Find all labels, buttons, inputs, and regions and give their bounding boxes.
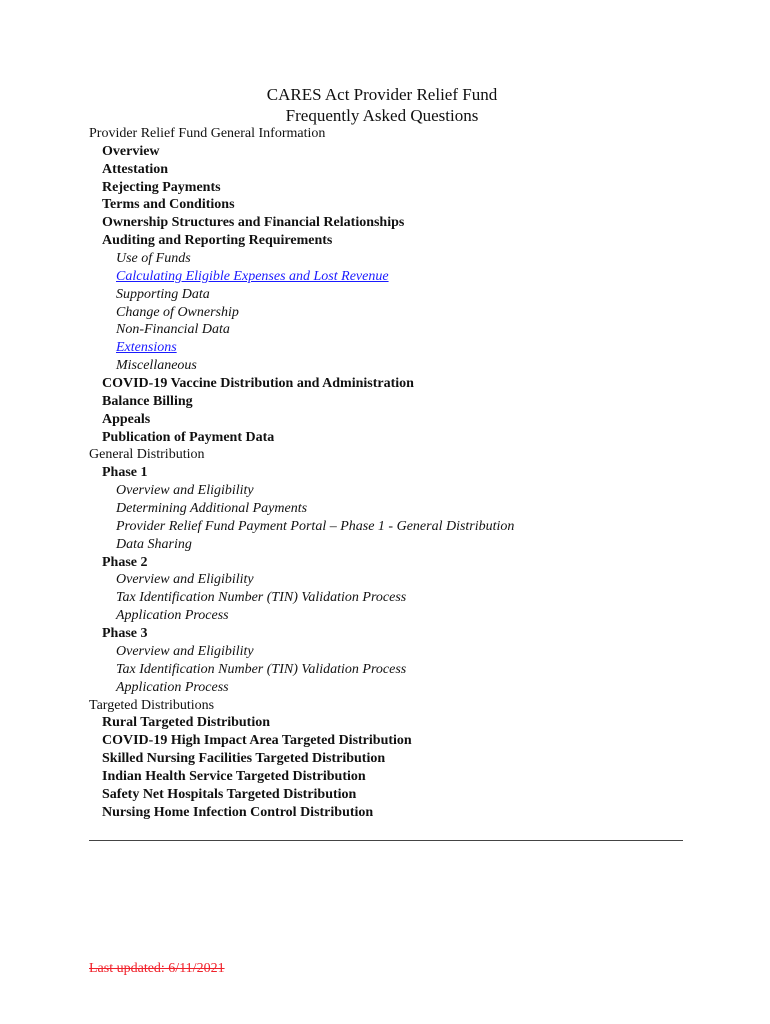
toc-label: Application Process bbox=[116, 679, 229, 695]
toc-subtopic bbox=[89, 482, 514, 500]
toc-label: Tax Identification Number (TIN) Validation Process bbox=[116, 661, 407, 677]
toc-label: Targeted Distributions bbox=[89, 697, 215, 713]
toc-label: Provider Relief Fund Payment Portal – Phase 1 - General Distribution bbox=[116, 518, 515, 534]
toc-subtopic[interactable] bbox=[89, 268, 514, 286]
toc-label: Non-Financial Data bbox=[116, 322, 230, 338]
toc-label: Provider Relief Fund General Information bbox=[89, 126, 326, 141]
toc-label: Data Sharing bbox=[116, 536, 192, 552]
last-updated-text: Last updated: 6/11/2021 bbox=[89, 961, 225, 976]
toc-topic bbox=[89, 554, 514, 572]
toc-topic bbox=[89, 196, 514, 214]
toc-topic bbox=[89, 429, 514, 447]
toc-subtopic bbox=[89, 250, 514, 268]
toc-subtopic bbox=[89, 571, 514, 589]
toc-topic bbox=[89, 411, 514, 429]
toc-link[interactable]: Calculating Eligible Expenses and Lost Revenue bbox=[116, 268, 389, 284]
toc-label: Appeals bbox=[102, 411, 151, 427]
toc-subtopic bbox=[89, 357, 514, 375]
toc-subtopic bbox=[89, 643, 514, 661]
toc-label: Publication of Payment Data bbox=[102, 429, 275, 445]
document-title: CARES Act Provider Relief Fund bbox=[266, 85, 498, 104]
horizontal-divider bbox=[89, 840, 683, 841]
toc-subtopic bbox=[89, 304, 514, 322]
toc-label: Use of Funds bbox=[116, 251, 191, 267]
document-subtitle: Frequently Asked Questions bbox=[285, 106, 479, 125]
toc-section bbox=[89, 125, 514, 143]
toc-label: Ownership Structures and Financial Relationships bbox=[102, 215, 405, 231]
toc-topic bbox=[89, 464, 514, 482]
toc-label: Overview and Eligibility bbox=[116, 483, 254, 499]
toc-label: Auditing and Reporting Requirements bbox=[102, 233, 333, 249]
toc-subtopic bbox=[89, 589, 514, 607]
toc-label: Application Process bbox=[116, 608, 229, 624]
toc-topic bbox=[89, 179, 514, 197]
toc-subtopic bbox=[89, 286, 514, 304]
toc-topic bbox=[89, 786, 514, 804]
toc-label: Tax Identification Number (TIN) Validation Process bbox=[116, 590, 407, 606]
toc-label: Rejecting Payments bbox=[102, 179, 221, 195]
toc-subtopic bbox=[89, 536, 514, 554]
toc-topic bbox=[89, 714, 514, 732]
toc-label: Balance Billing bbox=[102, 393, 193, 409]
table-of-contents bbox=[89, 125, 514, 822]
toc-subtopic bbox=[89, 518, 514, 536]
toc-label: COVID-19 High Impact Area Targeted Distribution bbox=[102, 733, 412, 749]
toc-label: Terms and Conditions bbox=[102, 197, 235, 213]
toc-topic bbox=[89, 393, 514, 411]
toc-label: COVID-19 Vaccine Distribution and Administration bbox=[102, 376, 414, 392]
toc-link[interactable]: Extensions bbox=[116, 340, 177, 356]
toc-label: Safety Net Hospitals Targeted Distribution bbox=[102, 786, 357, 802]
toc-topic bbox=[89, 750, 514, 768]
toc-subtopic bbox=[89, 661, 514, 679]
toc-topic bbox=[89, 625, 514, 643]
toc-label: Rural Targeted Distribution bbox=[102, 715, 271, 731]
toc-topic bbox=[89, 161, 514, 179]
toc-section bbox=[89, 697, 514, 715]
toc-label: Skilled Nursing Facilities Targeted Distribution bbox=[102, 751, 386, 767]
toc-label: Nursing Home Infection Control Distribution bbox=[102, 804, 374, 820]
toc-label: Phase 3 bbox=[102, 626, 148, 642]
toc-label: Determining Additional Payments bbox=[116, 501, 308, 517]
toc-label: Change of Ownership bbox=[116, 304, 239, 320]
toc-topic bbox=[89, 768, 514, 786]
toc-label: General Distribution bbox=[89, 447, 205, 463]
toc-subtopic bbox=[89, 500, 514, 518]
toc-section bbox=[89, 446, 514, 464]
toc-label: Supporting Data bbox=[116, 286, 210, 302]
toc-label: Attestation bbox=[102, 161, 169, 177]
toc-subtopic bbox=[89, 321, 514, 339]
toc-topic bbox=[89, 143, 514, 161]
toc-topic bbox=[89, 804, 514, 822]
toc-topic bbox=[89, 232, 514, 250]
toc-topic bbox=[89, 732, 514, 750]
toc-subtopic bbox=[89, 607, 514, 625]
toc-subtopic[interactable] bbox=[89, 339, 514, 357]
toc-label: Indian Health Service Targeted Distribution bbox=[102, 768, 366, 784]
toc-label: Miscellaneous bbox=[116, 358, 197, 374]
toc-label: Overview bbox=[102, 143, 160, 159]
toc-label: Phase 1 bbox=[102, 465, 148, 481]
toc-topic bbox=[89, 214, 514, 232]
toc-label: Phase 2 bbox=[102, 554, 148, 570]
toc-subtopic bbox=[89, 679, 514, 697]
toc-topic bbox=[89, 375, 514, 393]
toc-label: Overview and Eligibility bbox=[116, 643, 254, 659]
toc-label: Overview and Eligibility bbox=[116, 572, 254, 588]
